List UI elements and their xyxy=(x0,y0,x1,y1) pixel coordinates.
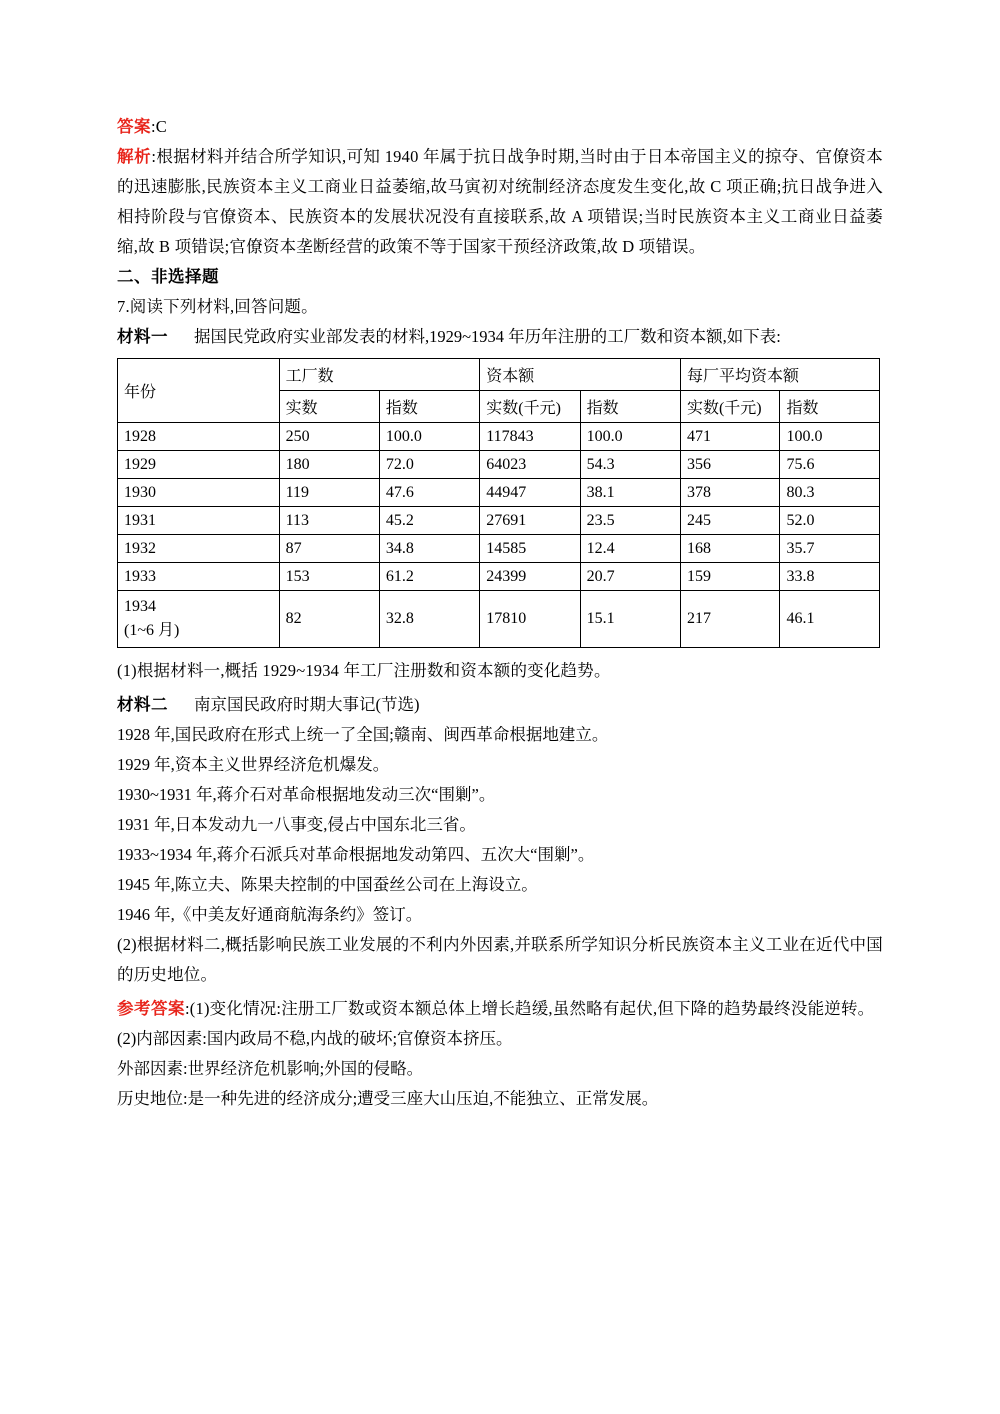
material-two-caption-text: 南京国民政府时期大事记(节选) xyxy=(194,695,420,714)
cell-capital-real: 64023 xyxy=(480,451,580,479)
cell-avg-real: 159 xyxy=(680,563,780,591)
header-factories-index: 指数 xyxy=(379,391,479,423)
cell-capital-real: 17810 xyxy=(480,591,580,648)
cell-year-line2: (1~6 月) xyxy=(124,622,180,639)
header-capital: 资本额 xyxy=(480,359,681,391)
cell-factories-real: 153 xyxy=(279,563,379,591)
cell-factories-index: 72.0 xyxy=(379,451,479,479)
cell-factories-real: 87 xyxy=(279,535,379,563)
cell-year-line1: 1934 xyxy=(124,598,156,615)
event-item: 1930~1931 年,蒋介石对革命根据地发动三次“围剿”。 xyxy=(117,785,496,804)
cell-avg-index: 33.8 xyxy=(780,563,880,591)
header-year: 年份 xyxy=(118,359,280,423)
material-one-label: 材料一 xyxy=(117,328,168,346)
event-item: 1928 年,国民政府在形式上统一了全国;赣南、闽西革命根据地建立。 xyxy=(117,725,609,744)
table-row xyxy=(118,451,880,479)
table-row xyxy=(118,591,880,648)
cell-capital-index: 12.4 xyxy=(580,535,680,563)
question-prompt: 7.阅读下列材料,回答问题。 xyxy=(117,297,318,316)
section-heading: 二、非选择题 xyxy=(117,268,219,286)
header-avg-real: 实数(千元) xyxy=(680,391,780,423)
page-content xyxy=(117,112,883,1114)
analysis-separator: : xyxy=(151,147,157,166)
cell-capital-real: 117843 xyxy=(480,423,580,451)
cell-capital-index: 15.1 xyxy=(580,591,680,648)
cell-factories-index: 47.6 xyxy=(379,479,479,507)
question-two: (2)根据材料二,概括影响民族工业发展的不利内外因素,并联系所学知识分析民族资本主义工业在近代中国的历史地位。 xyxy=(117,935,883,984)
reference-answer-line: 历史地位:是一种先进的经济成分;遭受三座大山压迫,不能独立、正常发展。 xyxy=(117,1089,659,1108)
cell-year: 1931 xyxy=(118,507,280,535)
event-item: 1946 年,《中美友好通商航海条约》签订。 xyxy=(117,905,423,924)
cell-avg-real: 217 xyxy=(680,591,780,648)
answer-label: 答案 xyxy=(117,118,151,136)
header-factories-real: 实数 xyxy=(279,391,379,423)
cell-avg-real: 356 xyxy=(680,451,780,479)
table-row xyxy=(118,535,880,563)
cell-factories-index: 34.8 xyxy=(379,535,479,563)
cell-avg-real: 378 xyxy=(680,479,780,507)
event-item: 1931 年,日本发动九一八事变,侵占中国东北三省。 xyxy=(117,815,476,834)
cell-capital-real: 24399 xyxy=(480,563,580,591)
reference-answer-paragraph xyxy=(117,994,883,1024)
analysis-paragraph xyxy=(117,142,883,262)
cell-factories-real: 82 xyxy=(279,591,379,648)
question-one: (1)根据材料一,概括 1929~1934 年工厂注册数和资本额的变化趋势。 xyxy=(117,661,611,680)
event-item: 1933~1934 年,蒋介石派兵对革命根据地发动第四、五次大“围剿”。 xyxy=(117,845,595,864)
material-two-label: 材料二 xyxy=(117,696,168,714)
cell-factories-real: 119 xyxy=(279,479,379,507)
table-row xyxy=(118,479,880,507)
material-one-caption-text: 据国民党政府实业部发表的材料,1929~1934 年历年注册的工厂数和资本额,如下表: xyxy=(194,327,781,346)
cell-factories-index: 61.2 xyxy=(379,563,479,591)
cell-capital-index: 54.3 xyxy=(580,451,680,479)
table-row xyxy=(118,563,880,591)
cell-avg-index: 80.3 xyxy=(780,479,880,507)
cell-factories-real: 180 xyxy=(279,451,379,479)
event-item: 1929 年,资本主义世界经济危机爆发。 xyxy=(117,755,390,774)
cell-factories-index: 45.2 xyxy=(379,507,479,535)
answer-separator: : xyxy=(151,117,156,136)
cell-capital-index: 100.0 xyxy=(580,423,680,451)
cell-factories-real: 113 xyxy=(279,507,379,535)
table-row xyxy=(118,507,880,535)
reference-answer-part1: (1)变化情况:注册工厂数或资本额总体上增长趋缓,虽然略有起伏,但下降的趋势最终没能逆转。 xyxy=(189,999,875,1018)
answer-value: C xyxy=(155,117,168,136)
header-factories: 工厂数 xyxy=(279,359,480,391)
cell-avg-index: 35.7 xyxy=(780,535,880,563)
cell-year: 1932 xyxy=(118,535,280,563)
cell-factories-real: 250 xyxy=(279,423,379,451)
cell-avg-index: 46.1 xyxy=(780,591,880,648)
cell-avg-index: 52.0 xyxy=(780,507,880,535)
material-one-caption xyxy=(117,322,883,352)
reference-answer-separator: : xyxy=(185,999,190,1018)
reference-answer-line: (2)内部因素:国内政局不稳,内战的破坏;官僚资本挤压。 xyxy=(117,1029,513,1048)
table-row xyxy=(118,423,880,451)
header-avg-index: 指数 xyxy=(780,391,880,423)
cell-avg-real: 471 xyxy=(680,423,780,451)
cell-factories-index: 32.8 xyxy=(379,591,479,648)
cell-year xyxy=(118,591,280,648)
cell-factories-index: 100.0 xyxy=(379,423,479,451)
cell-avg-index: 75.6 xyxy=(780,451,880,479)
cell-capital-index: 38.1 xyxy=(580,479,680,507)
answer-line xyxy=(117,112,883,142)
reference-answer-line: 外部因素:世界经济危机影响;外国的侵略。 xyxy=(117,1059,424,1078)
cell-avg-real: 168 xyxy=(680,535,780,563)
cell-capital-real: 14585 xyxy=(480,535,580,563)
event-item: 1945 年,陈立夫、陈果夫控制的中国蚕丝公司在上海设立。 xyxy=(117,875,538,894)
reference-answer-label: 参考答案 xyxy=(117,1000,185,1018)
cell-year: 1933 xyxy=(118,563,280,591)
cell-year: 1929 xyxy=(118,451,280,479)
header-avg-capital: 每厂平均资本额 xyxy=(680,359,879,391)
factory-capital-table xyxy=(117,358,880,648)
cell-avg-index: 100.0 xyxy=(780,423,880,451)
cell-capital-index: 20.7 xyxy=(580,563,680,591)
analysis-text: 根据材料并结合所学知识,可知 1940 年属于抗日战争时期,当时由于日本帝国主义的掠夺、官僚资本的迅速膨胀,民族资本主义工商业日益萎缩,故马寅初对统制经济态度发生变化,故 C 项正确;抗日战争进入相持阶段与官僚资本、民族资本的发展状况没有直接联系,故 A 项错误;当时民族资本主义工商业日益萎缩,故 B 项错误;官僚资本垄断经营的政策不等于国家干预经济政策,故 D 项错误。 xyxy=(117,147,883,256)
cell-capital-real: 27691 xyxy=(480,507,580,535)
cell-avg-real: 245 xyxy=(680,507,780,535)
header-capital-index: 指数 xyxy=(580,391,680,423)
cell-year: 1928 xyxy=(118,423,280,451)
cell-capital-index: 23.5 xyxy=(580,507,680,535)
cell-capital-real: 44947 xyxy=(480,479,580,507)
cell-year: 1930 xyxy=(118,479,280,507)
table-header-row-group xyxy=(118,359,880,391)
header-capital-real: 实数(千元) xyxy=(480,391,580,423)
material-two-caption xyxy=(117,690,883,720)
analysis-label: 解析 xyxy=(117,148,152,166)
